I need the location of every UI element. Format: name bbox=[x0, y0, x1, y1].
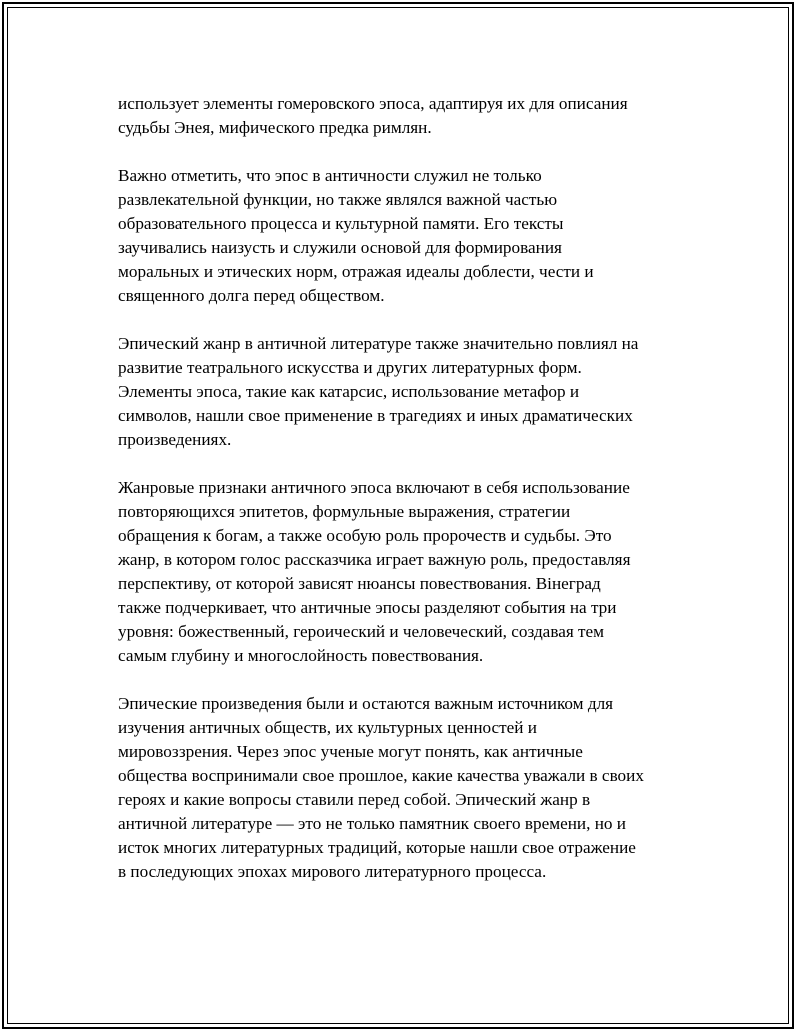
document-body bbox=[118, 92, 708, 908]
text-line: исток многих литературных традиций, которые нашли свое отражение bbox=[118, 838, 636, 857]
paragraph-5 bbox=[118, 692, 708, 884]
text-line: Элементы эпоса, такие как катарсис, использование метафор и bbox=[118, 382, 580, 401]
text-line: уровня: божественный, героический и человеческий, создавая тем bbox=[118, 622, 605, 641]
text-line: произведениях. bbox=[118, 430, 232, 449]
text-line: повторяющихся эпитетов, формульные выражения, стратегии bbox=[118, 502, 571, 521]
text-line: моральных и этических норм, отражая идеалы доблести, чести и bbox=[118, 262, 594, 281]
text-line: Жанровые признаки античного эпоса включают в себя использование bbox=[118, 478, 630, 497]
text-line: Эпические произведения были и остаются важным источником для bbox=[118, 694, 614, 713]
text-line: самым глубину и многослойность повествования. bbox=[118, 646, 484, 665]
text-line: перспективу, от которой зависят нюансы повествования. Вінеград bbox=[118, 574, 601, 593]
text-line: жанр, в котором голос рассказчика играет важную роль, предоставляя bbox=[118, 550, 631, 569]
text-line: античной литературе — это не только памятник своего времени, но и bbox=[118, 814, 627, 833]
text-line: обращения к богам, а также особую роль пророчеств и судьбы. Это bbox=[118, 526, 612, 545]
text-line: Важно отметить, что эпос в античности служил не только bbox=[118, 166, 542, 185]
paragraph-1 bbox=[118, 92, 708, 140]
text-line: также подчеркивает, что античные эпосы разделяют события на три bbox=[118, 598, 617, 617]
text-line: символов, нашли свое применение в трагедиях и иных драматических bbox=[118, 406, 633, 425]
text-line: использует элементы гомеровского эпоса, адаптируя их для описания bbox=[118, 94, 628, 113]
paragraph-2 bbox=[118, 164, 708, 308]
text-line: развлекательной функции, но также являлся важной частью bbox=[118, 190, 558, 209]
text-line: судьбы Энея, мифического предка римлян. bbox=[118, 118, 432, 137]
text-line: героях и какие вопросы ставили перед собой. Эпический жанр в bbox=[118, 790, 591, 809]
paragraph-4 bbox=[118, 476, 708, 668]
text-line: священного долга перед обществом. bbox=[118, 286, 385, 305]
text-line: в последующих эпохах мирового литературного процесса. bbox=[118, 862, 547, 881]
text-line: мировоззрения. Через эпос ученые могут понять, как античные bbox=[118, 742, 583, 761]
text-line: Эпический жанр в античной литературе также значительно повлиял на bbox=[118, 334, 639, 353]
text-line: общества воспринимали свое прошлое, какие качества уважали в своих bbox=[118, 766, 644, 785]
text-line: заучивались наизусть и служили основой для формирования bbox=[118, 238, 562, 257]
text-line: развитие театрального искусства и других литературных форм. bbox=[118, 358, 582, 377]
text-line: изучения античных обществ, их культурных ценностей и bbox=[118, 718, 537, 737]
paragraph-3 bbox=[118, 332, 708, 452]
text-line: образовательного процесса и культурной памяти. Его тексты bbox=[118, 214, 564, 233]
